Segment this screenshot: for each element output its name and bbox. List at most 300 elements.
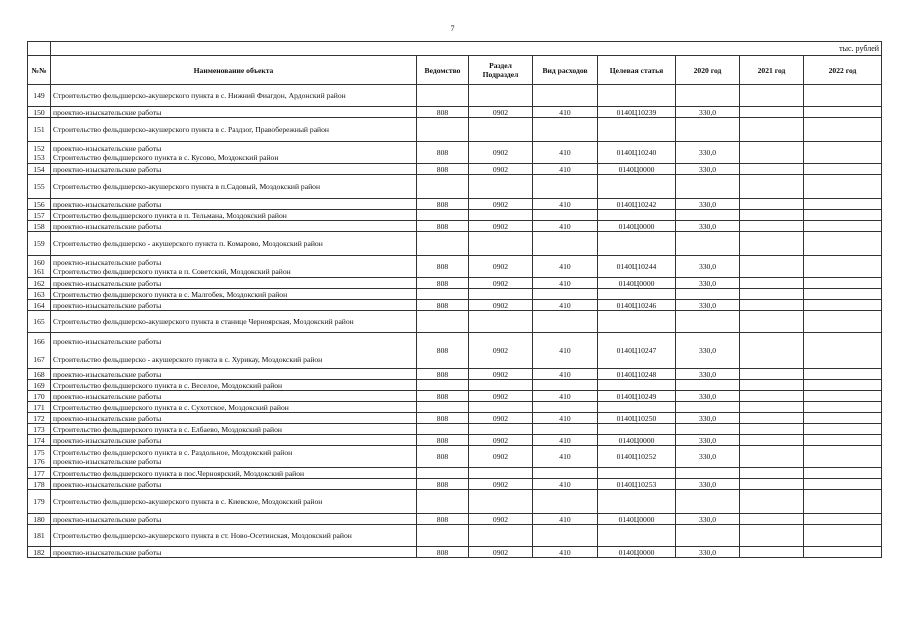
row-exp-type: [533, 424, 598, 435]
row-number-line: 153: [33, 152, 45, 162]
page-number: 7: [450, 24, 455, 33]
row-2022: [804, 391, 882, 402]
row-2021: [740, 256, 804, 278]
row-2022: [804, 300, 882, 311]
row-target: [598, 210, 676, 221]
row-section: 0902: [469, 479, 533, 490]
row-number: 173: [28, 424, 51, 435]
col-header-name: Наименование объекта: [51, 56, 417, 85]
row-dept: 808: [417, 142, 469, 164]
col-header-2020: 2020 год: [676, 56, 740, 85]
row-number: 163: [28, 289, 51, 300]
row-name: Строительство фельдшерско - акушерского пункта п. Комарово, Моздокский район: [51, 232, 417, 256]
row-2022: [804, 479, 882, 490]
row-section: [469, 85, 533, 107]
row-2021: [740, 199, 804, 210]
row-exp-type: [533, 525, 598, 547]
row-exp-type: [533, 380, 598, 391]
table-row: [28, 479, 882, 490]
table-row: [28, 107, 882, 118]
unit-label: тыс. рублей: [51, 42, 882, 56]
row-target: 0140Ц10253: [598, 479, 676, 490]
table-row: [28, 391, 882, 402]
row-2021: [740, 490, 804, 514]
row-target: [598, 380, 676, 391]
row-2022: [804, 142, 882, 164]
row-target: 0140Ц10247: [598, 333, 676, 369]
row-name: проектно-изыскательские работы: [51, 479, 417, 490]
header-row: [28, 56, 882, 85]
table-row: [28, 514, 882, 525]
row-section: 0902: [469, 199, 533, 210]
row-dept: [417, 525, 469, 547]
row-exp-type: 410: [533, 142, 598, 164]
col-header-num: №№: [28, 56, 51, 85]
row-dept: 808: [417, 221, 469, 232]
unit-row-spacer: [28, 42, 51, 56]
row-section: 0902: [469, 435, 533, 446]
row-2021: [740, 311, 804, 333]
row-2022: [804, 311, 882, 333]
row-2022: [804, 468, 882, 479]
row-2021: [740, 118, 804, 142]
row-dept: [417, 210, 469, 221]
row-target: 0140Ц10249: [598, 391, 676, 402]
row-2021: [740, 278, 804, 289]
row-exp-type: 410: [533, 369, 598, 380]
row-2020: [676, 468, 740, 479]
row-name: проектно-изыскательские работы: [51, 221, 417, 232]
row-number-line: 175: [33, 447, 45, 457]
row-2020: 330,0: [676, 142, 740, 164]
row-name: проектно-изыскательские работы: [51, 107, 417, 118]
row-2020: 330,0: [676, 107, 740, 118]
table-row: [28, 435, 882, 446]
row-2020: [676, 210, 740, 221]
row-number: 181: [28, 525, 51, 547]
row-2020: 330,0: [676, 547, 740, 558]
row-2021: [740, 547, 804, 558]
row-exp-type: [533, 402, 598, 413]
row-dept: [417, 85, 469, 107]
row-2022: [804, 232, 882, 256]
row-2020: [676, 380, 740, 391]
table-row: [28, 547, 882, 558]
row-target: [598, 118, 676, 142]
row-2022: [804, 525, 882, 547]
row-number: [28, 256, 51, 278]
row-2021: [740, 300, 804, 311]
row-name: проектно-изыскательские работы: [51, 391, 417, 402]
row-number: 154: [28, 164, 51, 175]
row-number: 172: [28, 413, 51, 424]
row-2021: [740, 446, 804, 468]
row-section: 0902: [469, 369, 533, 380]
row-section: [469, 525, 533, 547]
row-number: 174: [28, 435, 51, 446]
row-2020: [676, 232, 740, 256]
table-row: [28, 142, 882, 164]
row-target: 0140Ц10242: [598, 199, 676, 210]
row-target: 0140Ц10239: [598, 107, 676, 118]
row-2022: [804, 514, 882, 525]
budget-table: [27, 41, 882, 558]
row-section: 0902: [469, 446, 533, 468]
row-exp-type: 410: [533, 435, 598, 446]
table-row: [28, 175, 882, 199]
row-2020: [676, 490, 740, 514]
row-target: 0140Ц10240: [598, 142, 676, 164]
row-2022: [804, 175, 882, 199]
row-number: 149: [28, 85, 51, 107]
col-header-dept: Ведомство: [417, 56, 469, 85]
row-2022: [804, 118, 882, 142]
row-2021: [740, 514, 804, 525]
row-number: 164: [28, 300, 51, 311]
row-section: 0902: [469, 391, 533, 402]
row-2022: [804, 380, 882, 391]
row-target: 0140Ц10246: [598, 300, 676, 311]
row-dept: 808: [417, 256, 469, 278]
row-2020: 330,0: [676, 300, 740, 311]
row-name: Строительство фельдшерско-акушерского пункта в с. Раздзог, Правобережный район: [51, 118, 417, 142]
row-number: 151: [28, 118, 51, 142]
table-row: [28, 468, 882, 479]
row-section: [469, 490, 533, 514]
row-name: Строительство фельдшерско-акушерского пункта в с. Нижний Фиагдон, Ардонский район: [51, 85, 417, 107]
row-dept: 808: [417, 164, 469, 175]
table-row: [28, 256, 882, 278]
row-section: [469, 424, 533, 435]
row-section: [469, 380, 533, 391]
row-target: 0140Ц10250: [598, 413, 676, 424]
row-2020: 330,0: [676, 221, 740, 232]
row-2022: [804, 107, 882, 118]
row-2020: 330,0: [676, 435, 740, 446]
row-exp-type: 410: [533, 107, 598, 118]
row-2022: [804, 333, 882, 369]
row-section: 0902: [469, 142, 533, 164]
row-2021: [740, 164, 804, 175]
table-row: [28, 232, 882, 256]
row-exp-type: 410: [533, 300, 598, 311]
row-target: [598, 175, 676, 199]
row-number: [28, 333, 51, 369]
row-exp-type: [533, 210, 598, 221]
row-exp-type: 410: [533, 256, 598, 278]
row-name-line: проектно-изыскательские работы: [53, 456, 162, 466]
row-2022: [804, 221, 882, 232]
row-name: проектно-изыскательские работы: [51, 547, 417, 558]
row-2022: [804, 85, 882, 107]
row-number: [28, 446, 51, 468]
row-section: [469, 175, 533, 199]
col-header-exp-type: Вид расходов: [533, 56, 598, 85]
row-2022: [804, 210, 882, 221]
row-dept: [417, 118, 469, 142]
row-number: 156: [28, 199, 51, 210]
col-header-2021: 2021 год: [740, 56, 804, 85]
row-exp-type: 410: [533, 413, 598, 424]
table-row: [28, 118, 882, 142]
table-row: [28, 300, 882, 311]
row-dept: 808: [417, 514, 469, 525]
row-2022: [804, 435, 882, 446]
row-exp-type: 410: [533, 199, 598, 210]
row-name: проектно-изыскательские работы: [51, 278, 417, 289]
row-2021: [740, 525, 804, 547]
row-dept: [417, 311, 469, 333]
row-exp-type: 410: [533, 391, 598, 402]
row-number: 170: [28, 391, 51, 402]
row-number: 177: [28, 468, 51, 479]
row-number: 182: [28, 547, 51, 558]
row-2021: [740, 210, 804, 221]
table-row: [28, 221, 882, 232]
row-section: [469, 402, 533, 413]
row-2020: 330,0: [676, 278, 740, 289]
row-number-line: 167: [33, 355, 45, 364]
row-2021: [740, 435, 804, 446]
row-exp-type: 410: [533, 333, 598, 369]
row-2020: 330,0: [676, 333, 740, 369]
table-row: [28, 311, 882, 333]
row-number: 158: [28, 221, 51, 232]
row-2020: [676, 118, 740, 142]
row-name-line: Строительство фельдшерского пункта в с. Кусово, Моздокский район: [53, 152, 279, 162]
row-dept: 808: [417, 446, 469, 468]
row-section: 0902: [469, 547, 533, 558]
row-number-line: 176: [33, 456, 45, 466]
row-exp-type: [533, 175, 598, 199]
row-section: 0902: [469, 413, 533, 424]
row-2021: [740, 413, 804, 424]
row-name: проектно-изыскательские работы: [51, 369, 417, 380]
row-exp-type: 410: [533, 547, 598, 558]
row-exp-type: 410: [533, 278, 598, 289]
row-2021: [740, 468, 804, 479]
row-2020: 330,0: [676, 256, 740, 278]
row-section: 0902: [469, 164, 533, 175]
table-row: [28, 490, 882, 514]
table-row: [28, 446, 882, 468]
row-name-line: Строительство фельдшерского пункта в с. Раздольное, Моздокский район: [53, 447, 293, 457]
row-name: проектно-изыскательские работы: [51, 413, 417, 424]
row-number: 171: [28, 402, 51, 413]
row-section: [469, 311, 533, 333]
row-number-line: 160: [33, 257, 45, 267]
row-dept: [417, 402, 469, 413]
row-name-line: Строительство фельдшерского пункта в п. Советский, Моздокский район: [53, 266, 291, 276]
row-section: [469, 289, 533, 300]
row-dept: [417, 289, 469, 300]
row-name-line: проектно-изыскательские работы: [53, 337, 162, 346]
row-number: 157: [28, 210, 51, 221]
row-name: Строительство фельдшерского пункта в п. Тельмана, Моздокский район: [51, 210, 417, 221]
row-2021: [740, 85, 804, 107]
row-target: 0140Ц0000: [598, 278, 676, 289]
table-row: [28, 424, 882, 435]
row-2020: 330,0: [676, 514, 740, 525]
row-2022: [804, 256, 882, 278]
row-2021: [740, 107, 804, 118]
row-2020: 330,0: [676, 446, 740, 468]
row-name: Строительство фельдшерского пункта в с. Малгобек, Моздокский район: [51, 289, 417, 300]
row-target: 0140Ц0000: [598, 435, 676, 446]
row-2021: [740, 142, 804, 164]
row-2021: [740, 391, 804, 402]
row-2020: 330,0: [676, 199, 740, 210]
row-2020: [676, 525, 740, 547]
row-2020: [676, 402, 740, 413]
row-target: 0140Ц10248: [598, 369, 676, 380]
col-header-2022: 2022 год: [804, 56, 882, 85]
row-2022: [804, 402, 882, 413]
row-target: 0140Ц0000: [598, 164, 676, 175]
row-dept: [417, 490, 469, 514]
row-number: 155: [28, 175, 51, 199]
table-row: [28, 402, 882, 413]
row-exp-type: [533, 118, 598, 142]
table-row: [28, 369, 882, 380]
row-name: [51, 446, 417, 468]
row-target: 0140Ц10252: [598, 446, 676, 468]
row-target: [598, 468, 676, 479]
row-2021: [740, 369, 804, 380]
row-2022: [804, 164, 882, 175]
row-2021: [740, 479, 804, 490]
unit-row: [28, 42, 882, 56]
row-2020: 330,0: [676, 369, 740, 380]
row-exp-type: [533, 468, 598, 479]
table-row: [28, 525, 882, 547]
row-2022: [804, 369, 882, 380]
row-exp-type: [533, 490, 598, 514]
row-name: [51, 333, 417, 369]
row-number: 165: [28, 311, 51, 333]
row-target: [598, 85, 676, 107]
row-name-line: проектно-изыскательские работы: [53, 143, 162, 153]
row-dept: [417, 232, 469, 256]
row-name: проектно-изыскательские работы: [51, 199, 417, 210]
row-2020: 330,0: [676, 479, 740, 490]
row-dept: [417, 175, 469, 199]
row-name: проектно-изыскательские работы: [51, 300, 417, 311]
row-exp-type: 410: [533, 164, 598, 175]
row-2022: [804, 547, 882, 558]
row-dept: 808: [417, 391, 469, 402]
row-target: 0140Ц0000: [598, 514, 676, 525]
row-name: [51, 142, 417, 164]
row-number: 168: [28, 369, 51, 380]
row-number: 150: [28, 107, 51, 118]
row-2022: [804, 490, 882, 514]
row-target: [598, 424, 676, 435]
table-row: [28, 199, 882, 210]
table-row: [28, 333, 882, 369]
row-2022: [804, 278, 882, 289]
col-header-target: Целевая статья: [598, 56, 676, 85]
row-dept: 808: [417, 107, 469, 118]
row-name-line: проектно-изыскательские работы: [53, 257, 162, 267]
row-2021: [740, 380, 804, 391]
row-2021: [740, 175, 804, 199]
row-section: [469, 210, 533, 221]
row-name: Строительство фельдшерского пункта в с. Елбаево, Моздокский район: [51, 424, 417, 435]
row-2021: [740, 289, 804, 300]
row-number: 179: [28, 490, 51, 514]
row-number: [28, 142, 51, 164]
table-row: [28, 164, 882, 175]
row-dept: 808: [417, 479, 469, 490]
row-dept: 808: [417, 199, 469, 210]
row-target: [598, 402, 676, 413]
row-exp-type: 410: [533, 221, 598, 232]
row-number: 178: [28, 479, 51, 490]
row-target: 0140Ц10244: [598, 256, 676, 278]
table-row: [28, 413, 882, 424]
row-target: [598, 289, 676, 300]
row-number-line: 166: [33, 337, 45, 346]
row-section: 0902: [469, 333, 533, 369]
row-number-line: 152: [33, 143, 45, 153]
row-target: 0140Ц0000: [598, 221, 676, 232]
row-2022: [804, 424, 882, 435]
row-target: [598, 232, 676, 256]
row-dept: [417, 424, 469, 435]
table-row: [28, 289, 882, 300]
row-number-line: 161: [33, 266, 45, 276]
row-name: Строительство фельдшерско-акушерского пункта в с. Киевское, Моздокский район: [51, 490, 417, 514]
row-section: [469, 118, 533, 142]
row-dept: 808: [417, 369, 469, 380]
row-section: 0902: [469, 107, 533, 118]
row-number: 162: [28, 278, 51, 289]
row-2020: [676, 175, 740, 199]
row-dept: 808: [417, 413, 469, 424]
row-2020: [676, 424, 740, 435]
row-number: 169: [28, 380, 51, 391]
table-body: [28, 85, 882, 558]
row-number: 180: [28, 514, 51, 525]
row-exp-type: 410: [533, 514, 598, 525]
row-section: 0902: [469, 221, 533, 232]
row-name: Строительство фельдшерского пункта в пос.Черноярский, Моздокский район: [51, 468, 417, 479]
row-2021: [740, 232, 804, 256]
table-row: [28, 85, 882, 107]
table-row: [28, 380, 882, 391]
table-row: [28, 278, 882, 289]
row-2020: 330,0: [676, 391, 740, 402]
row-2020: 330,0: [676, 164, 740, 175]
row-name: проектно-изыскательские работы: [51, 164, 417, 175]
row-2020: [676, 289, 740, 300]
row-2020: 330,0: [676, 413, 740, 424]
row-dept: 808: [417, 435, 469, 446]
table-row: [28, 210, 882, 221]
row-section: [469, 232, 533, 256]
row-exp-type: 410: [533, 446, 598, 468]
row-target: [598, 525, 676, 547]
row-section: 0902: [469, 300, 533, 311]
row-exp-type: [533, 232, 598, 256]
row-name: проектно-изыскательские работы: [51, 435, 417, 446]
row-exp-type: [533, 311, 598, 333]
row-target: [598, 311, 676, 333]
row-dept: 808: [417, 278, 469, 289]
row-2022: [804, 289, 882, 300]
row-target: 0140Ц0000: [598, 547, 676, 558]
